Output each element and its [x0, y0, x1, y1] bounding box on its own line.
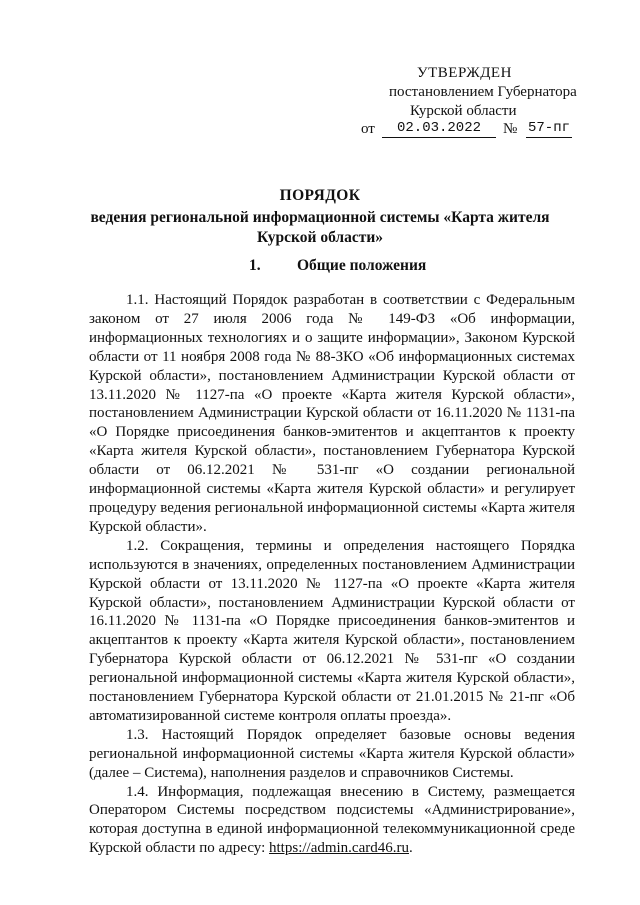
document-body [89, 291, 575, 858]
document-subtitle: ведения региональной информационной системы «Карта жителя Курской области» [90, 209, 550, 246]
paragraph-1-3: 1.3. Настоящий Порядок определяет базовые основы ведения региональной информационной системы «Карта жителя Курской области» (далее – Система), наполнения разделов и справочников Системы. [89, 726, 575, 781]
title-block [0, 186, 640, 248]
paragraph-1-4 [89, 783, 575, 859]
paragraph-1-4-text: 1.4. Информация, подлежащая внесению в Систему, размещается Оператором Системы посредством подсистемы «Администрирование», которая доступна в единой информационной телекоммуникационной среде Курской области по адресу: [89, 783, 575, 857]
admin-portal-link[interactable]: https://admin.card46.ru [269, 840, 409, 857]
paragraph-1-2: 1.2. Сокращения, термины и определения настоящего Порядка используются в значениях, определенных постановлением Администрации Курской области от 13.11.2020 № 1127-па «О проекте «Карта жителя Курской области», постановлением Администрации Курской области от 16.11.2020 № 1131-па «О Порядке присоединения банков-эмитентов и акцептантов к проекту «Карта жителя Курской области», постановлением Губернатора Курской области от 06.12.2021 № 531-пг «О создании региональной информационной системы «Карта жителя Курской области», постановлением Губернатора Курской области от 21.01.2015 № 21-пг «Об автоматизированной системе контроля оплаты проезда». [89, 537, 575, 724]
paragraph-1-1: 1.1. Настоящий Порядок разработан в соответствии с Федеральным законом от 27 июля 2006 года № 149-ФЗ «Об информации, информационных технологиях и о защите информации», Законом Курской области от 11 ноября 2008 года № 88-ЗКО «Об информационных системах Курской области», постановлением Администрации Курской области от 13.11.2020 № 1127-па «О проекте «Карта жителя Курской области», постановлением Администрации Курской области от 16.11.2020 № 1131-па «О Порядке присоединения банков-эмитентов и акцептантов к проекту «Карта жителя Курской области», постановлением Губернатора Курской области от 06.12.2021 № 531-пг «О создании региональной информационной системы «Карта жителя Курской области» и регулирует процедуру ведения региональной информационной системы «Карта жителя Курской области». [89, 292, 575, 535]
paragraph-1-4-end: . [409, 840, 413, 857]
approval-title: УТВЕРЖДЕН [417, 65, 512, 81]
approval-date: 02.03.2022 [382, 119, 496, 138]
section-number: 1. [249, 257, 261, 274]
document-title: ПОРЯДОК [279, 187, 361, 204]
section-title: Общие положения [297, 257, 427, 274]
approval-number: 57-пг [527, 120, 570, 136]
approval-region: Курской области [410, 103, 517, 119]
approval-from-label: от [361, 121, 375, 137]
approval-authority: постановлением Губернатора [389, 84, 577, 100]
approval-date-row [361, 120, 621, 140]
approval-number-label: № [503, 121, 518, 137]
